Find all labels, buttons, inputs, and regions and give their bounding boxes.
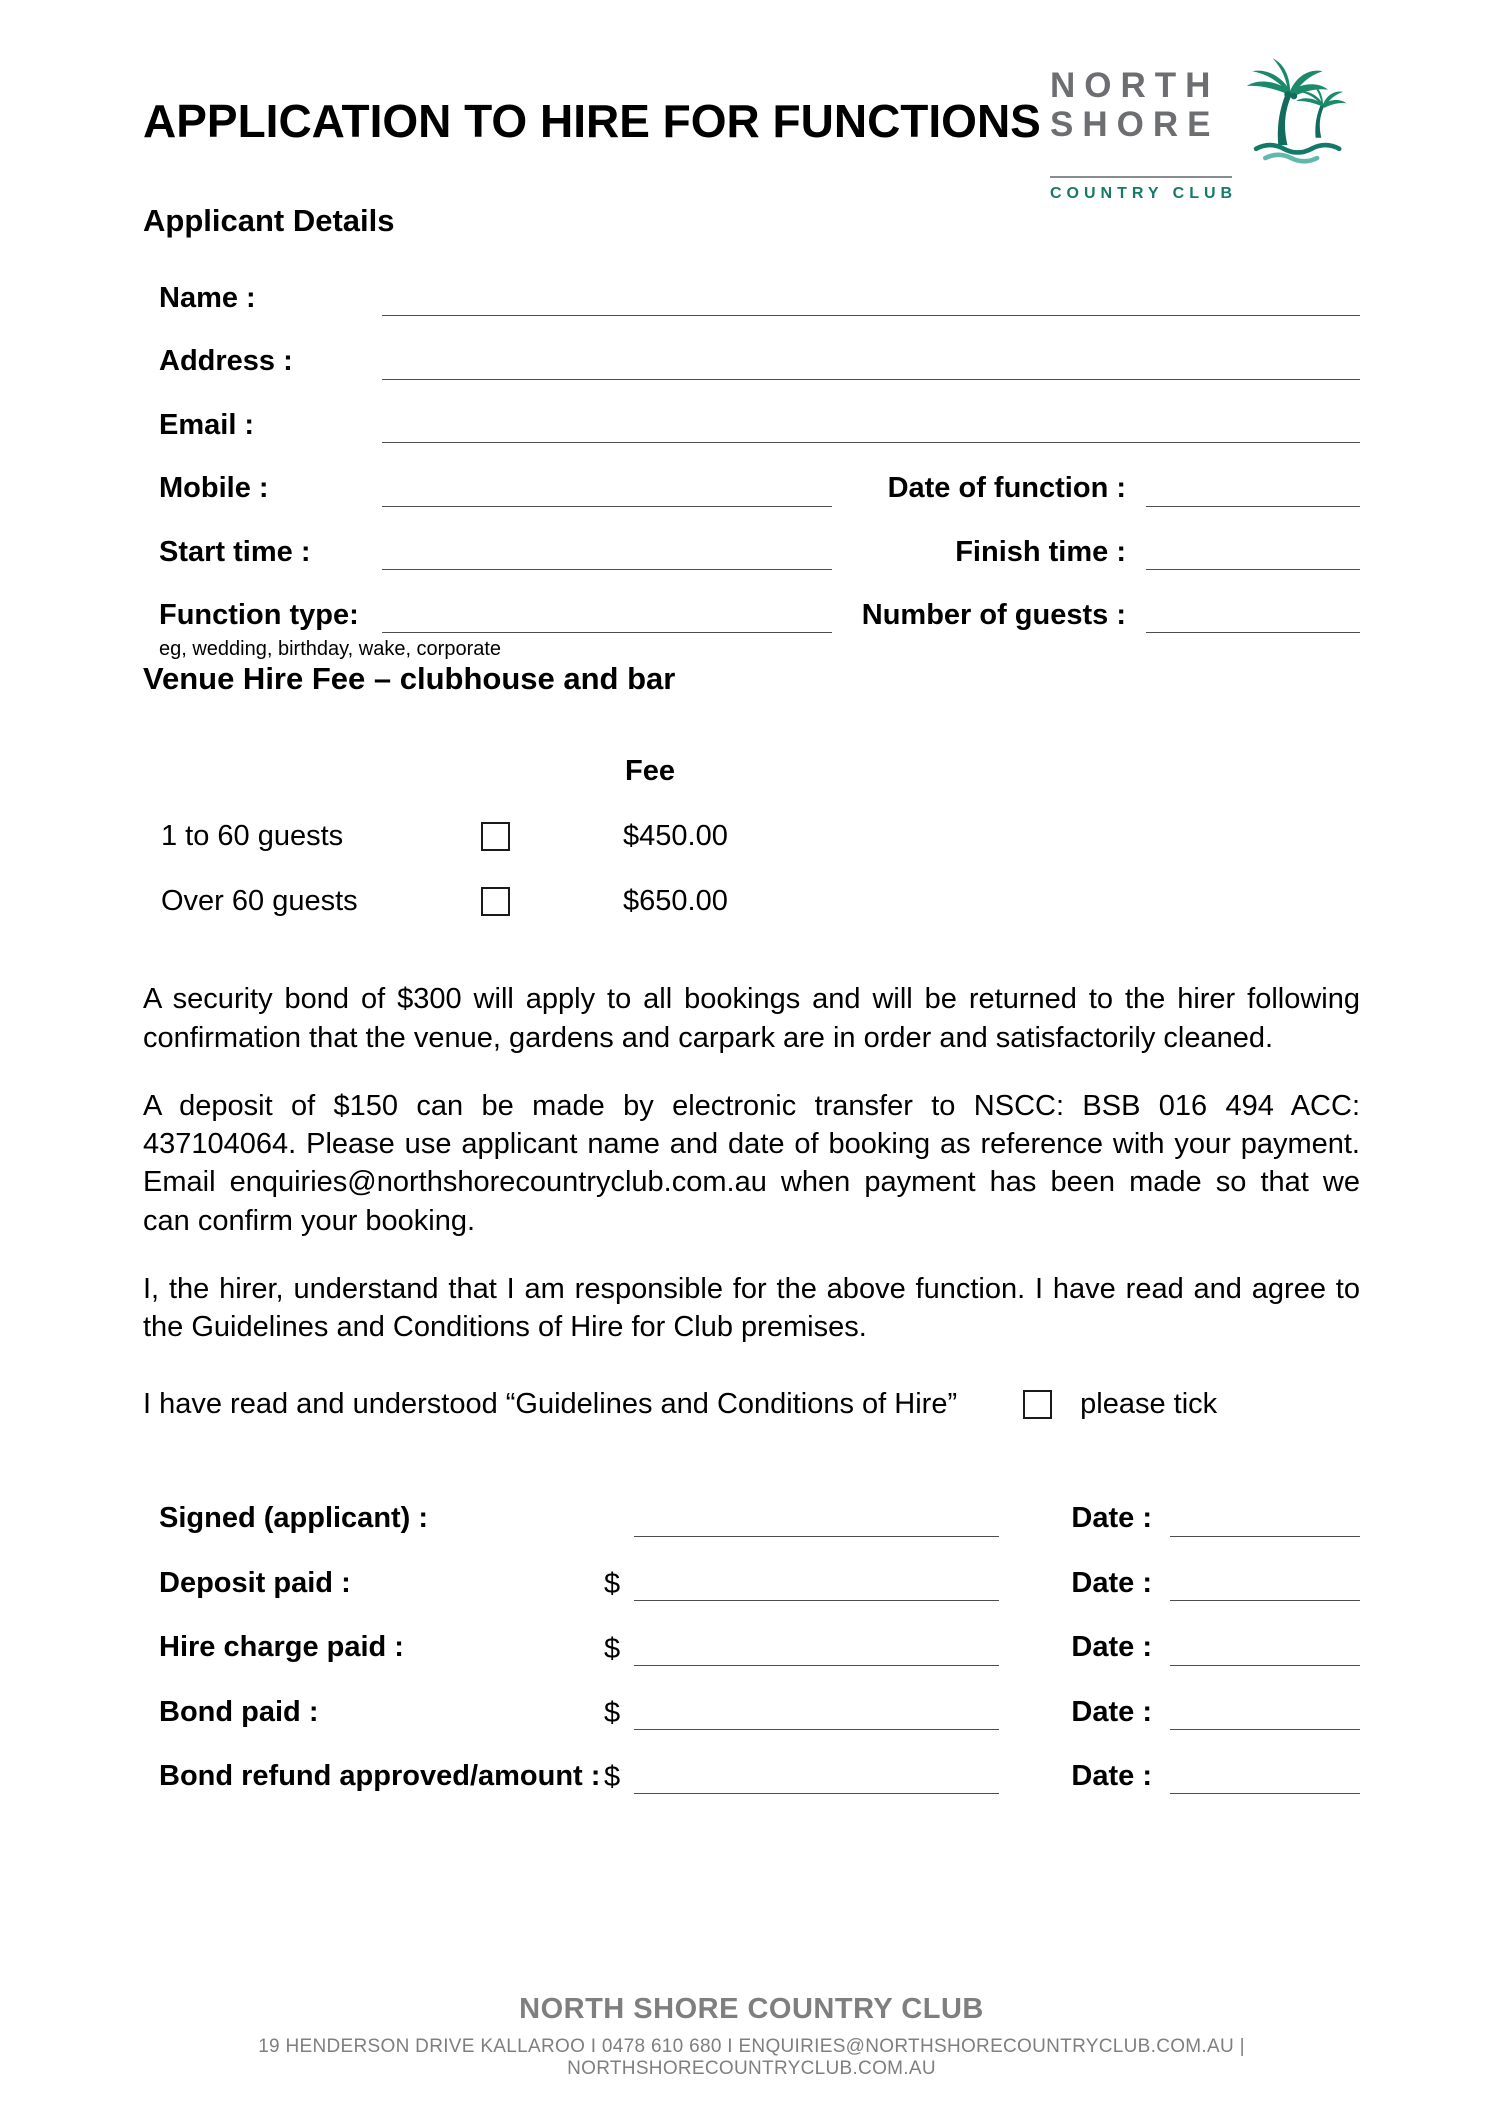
name-row [143, 281, 1360, 316]
function-type-label: Function type: [159, 598, 359, 631]
bond-refund-amount-input-line[interactable] [634, 1759, 999, 1794]
header [143, 48, 1360, 203]
fee-amount: $650.00 [623, 885, 728, 918]
wave-line-light [1266, 155, 1318, 161]
hire-charge-paid-row [143, 1630, 1360, 1665]
fee-amount: $450.00 [623, 820, 728, 853]
start-time-label: Start time : [159, 535, 311, 568]
bond-refund-label: Bond refund approved/amount : [159, 1759, 601, 1792]
fee-checkbox-1to60[interactable] [481, 822, 510, 851]
signed-applicant-label: Signed (applicant) : [159, 1502, 429, 1535]
number-of-guests-label: Number of guests : [861, 598, 1126, 631]
deposit-paid-row [143, 1566, 1360, 1601]
number-of-guests-input-line[interactable] [1146, 598, 1360, 633]
date-of-function-input-line[interactable] [1146, 472, 1360, 507]
acknowledgement-checkbox[interactable] [1023, 1390, 1052, 1419]
function-type-hint: eg, wedding, birthday, wake, corporate [159, 638, 502, 661]
deposit-paragraph: A deposit of $150 can be made by electronic transfer to NSCC: BSB 016 494 ACC: 437104064. Please use applicant name and date of booking as reference with your payment. Email enquiries@northshorecountryclub.com.au when payment has been made so that we can confirm your booking. [143, 1089, 1360, 1237]
footer-contact-line: 19 HENDERSON DRIVE KALLAROO I 0478 610 680 I ENQUIRIES@NORTHSHORECOUNTRYCLUB.COM.AU | NORTHSHORECOUNTRYCLUB.COM.AU [258, 2036, 1245, 2079]
bond-refund-row [143, 1759, 1360, 1794]
hire-charge-paid-label: Hire charge paid : [159, 1631, 404, 1664]
wave-line-dark [1257, 145, 1340, 152]
currency-symbol: $ [604, 1761, 621, 1794]
name-input-line[interactable] [382, 281, 1360, 316]
email-input-line[interactable] [382, 408, 1360, 443]
name-label: Name : [159, 282, 256, 314]
date-label: Date : [1071, 1502, 1152, 1535]
address-row [143, 344, 1360, 379]
logo-word-north: NORTH [1050, 66, 1220, 105]
date-group [1071, 1759, 1360, 1794]
currency-symbol: $ [604, 1696, 621, 1729]
logo-top [1050, 48, 1360, 172]
finish-time-input-line[interactable] [1146, 535, 1360, 570]
address-label: Address : [159, 345, 293, 378]
date-label: Date : [1071, 1631, 1152, 1664]
function-type-input-line[interactable] [382, 598, 832, 633]
applicant-details-heading: Applicant Details [143, 203, 395, 238]
email-label: Email : [159, 408, 255, 441]
fee-option-label: Over 60 guests [161, 885, 358, 918]
palm-trees-icon [1221, 48, 1360, 172]
date-group [1071, 1566, 1360, 1601]
date-label: Date : [1071, 1695, 1152, 1728]
responsibility-paragraph: I, the hirer, understand that I am responsible for the above function. I have read and agree to the Guidelines and Conditions of Hire for Club premises. [143, 1272, 1360, 1344]
bond-amount-input-line[interactable] [634, 1695, 999, 1730]
acknowledgement-text: I have read and understood “Guidelines and Conditions of Hire” [143, 1388, 958, 1421]
fee-table [143, 697, 1360, 918]
deposit-paid-label: Deposit paid : [159, 1566, 351, 1599]
footer [143, 1993, 1360, 2080]
finish-time-label: Finish time : [955, 535, 1126, 568]
mobile-row [143, 471, 1360, 506]
date-input-line[interactable] [1170, 1566, 1360, 1601]
mobile-input-line[interactable] [382, 472, 832, 507]
fee-option-label: 1 to 60 guests [161, 820, 344, 853]
page-title: APPLICATION TO HIRE FOR FUNCTIONS [143, 95, 1041, 147]
currency-symbol: $ [604, 1568, 621, 1601]
date-input-line[interactable] [1170, 1502, 1360, 1537]
currency-symbol: $ [604, 1632, 621, 1665]
logo-divider [1050, 176, 1232, 178]
date-label: Date : [1071, 1759, 1152, 1792]
mobile-label: Mobile : [159, 472, 269, 505]
date-group [1071, 1695, 1360, 1730]
signed-applicant-row [143, 1501, 1360, 1536]
date-group [1071, 1630, 1360, 1665]
bond-paid-label: Bond paid : [159, 1695, 319, 1728]
date-input-line[interactable] [1170, 1631, 1360, 1666]
signature-input-line[interactable] [634, 1502, 999, 1537]
logo-subtitle: COUNTRY CLUB [1050, 185, 1238, 202]
logo-wordmark [1050, 48, 1219, 144]
deposit-amount-input-line[interactable] [634, 1566, 999, 1601]
date-group [1071, 1501, 1360, 1536]
please-tick-label: please tick [1080, 1388, 1218, 1421]
bond-paid-row [143, 1695, 1360, 1730]
function-type-row [143, 598, 1360, 633]
start-time-row [143, 535, 1360, 570]
club-logo [1050, 48, 1360, 203]
logo-word-shore: SHORE [1050, 105, 1220, 145]
fee-row-over60 [161, 885, 1360, 918]
venue-fee-heading: Venue Hire Fee – clubhouse and bar [143, 661, 676, 697]
start-time-input-line[interactable] [382, 535, 832, 570]
date-input-line[interactable] [1170, 1759, 1360, 1794]
date-input-line[interactable] [1170, 1695, 1360, 1730]
address-input-line[interactable] [382, 345, 1360, 380]
date-of-function-label: Date of function : [887, 472, 1126, 505]
date-label: Date : [1071, 1566, 1152, 1599]
email-row [143, 408, 1360, 443]
signoff-block [143, 1501, 1360, 1794]
fee-row-1to60 [161, 820, 1360, 853]
acknowledgement-row [143, 1388, 1360, 1421]
fee-checkbox-over60[interactable] [481, 887, 510, 916]
fee-column-header: Fee [625, 755, 675, 788]
footer-club-name: NORTH SHORE COUNTRY CLUB [519, 1993, 984, 2025]
hire-charge-amount-input-line[interactable] [634, 1631, 999, 1666]
security-bond-paragraph: A security bond of $300 will apply to all bookings and will be returned to the hirer following confirmation that the venue, gardens and carpark are in order and satisfactorily cleaned. [143, 983, 1360, 1054]
